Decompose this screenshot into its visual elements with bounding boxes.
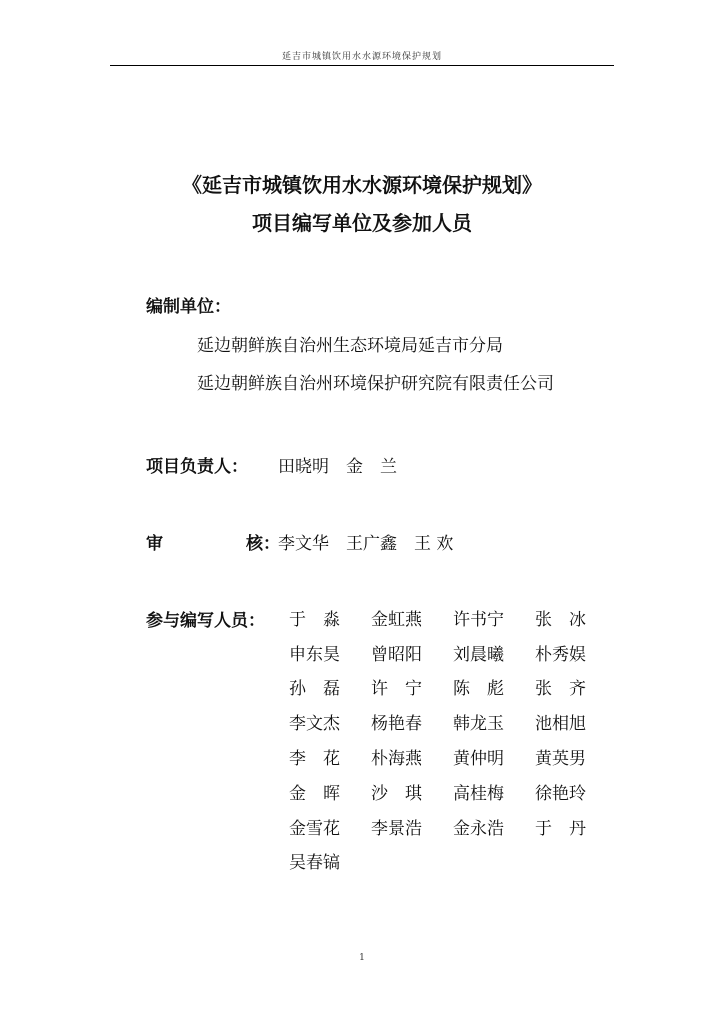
contributor-name: 曾昭阳 [371, 644, 422, 665]
contributors-row [289, 670, 617, 705]
contributor-name: 李文杰 [289, 714, 340, 735]
contributors-row [289, 774, 617, 809]
document-title: 《延吉市城镇饮用水水源环境保护规划》 [182, 173, 542, 197]
contributor-name: 于 丹 [535, 818, 586, 839]
contributors-row [289, 635, 617, 670]
contributor-name: 杨艳春 [371, 714, 422, 735]
compiling-units-label: 编制单位： [146, 297, 231, 317]
running-header: 延吉市城镇饮用水水源环境保护规划 [281, 52, 442, 62]
contributor-name: 吴春镐 [289, 853, 340, 874]
contributors-row [289, 600, 617, 635]
contributor-name: 许书宁 [453, 609, 504, 630]
project-leader-label: 项目负责人： [146, 457, 248, 477]
contributor-name: 孙 磊 [289, 679, 340, 700]
compiling-unit: 延边朝鲜族自治州生态环境局延吉市分局 [197, 336, 503, 356]
reviewers-label-a: 审 [146, 534, 163, 554]
contributors-row [289, 809, 617, 844]
contributor-name: 沙 琪 [371, 783, 422, 804]
contributors-label: 参与编写人员： [146, 611, 265, 631]
project-leader-names: 田晓明 金 兰 [278, 457, 397, 477]
reviewers-names: 李文华 王广鑫 王 欢 [278, 534, 454, 554]
contributors-row [289, 704, 617, 739]
contributor-name: 刘晨曦 [453, 644, 504, 665]
reviewers-label-b: 核： [246, 534, 280, 554]
contributor-name: 朴秀娱 [535, 644, 586, 665]
contributor-name: 金雪花 [289, 818, 340, 839]
document-subtitle: 项目编写单位及参加人员 [252, 211, 472, 235]
contributor-name: 池相旭 [535, 714, 586, 735]
contributor-name: 张 齐 [535, 679, 586, 700]
page-number: 1 [359, 953, 365, 963]
contributor-name: 高桂梅 [453, 783, 504, 804]
compiling-unit: 延边朝鲜族自治州环境保护研究院有限责任公司 [197, 374, 554, 394]
contributor-name: 于 淼 [289, 609, 340, 630]
contributors-row [289, 739, 617, 774]
contributor-name: 许 宁 [371, 679, 422, 700]
contributor-name: 李景浩 [371, 818, 422, 839]
reviewers-label [146, 529, 280, 554]
contributor-name: 李 花 [289, 749, 340, 770]
contributor-name: 陈 彪 [453, 679, 504, 700]
header-rule [110, 65, 614, 66]
contributors-grid [289, 600, 617, 878]
contributors-row [289, 844, 617, 879]
contributor-name: 申东昊 [289, 644, 340, 665]
contributor-name: 黄英男 [535, 749, 586, 770]
contributor-name: 金永浩 [453, 818, 504, 839]
contributor-name: 黄仲明 [453, 749, 504, 770]
contributor-name: 韩龙玉 [453, 714, 504, 735]
contributor-name: 金 晖 [289, 783, 340, 804]
contributor-name: 金虹燕 [371, 609, 422, 630]
contributor-name: 张 冰 [535, 609, 586, 630]
contributor-name: 朴海燕 [371, 749, 422, 770]
contributor-name: 徐艳玲 [535, 783, 586, 804]
